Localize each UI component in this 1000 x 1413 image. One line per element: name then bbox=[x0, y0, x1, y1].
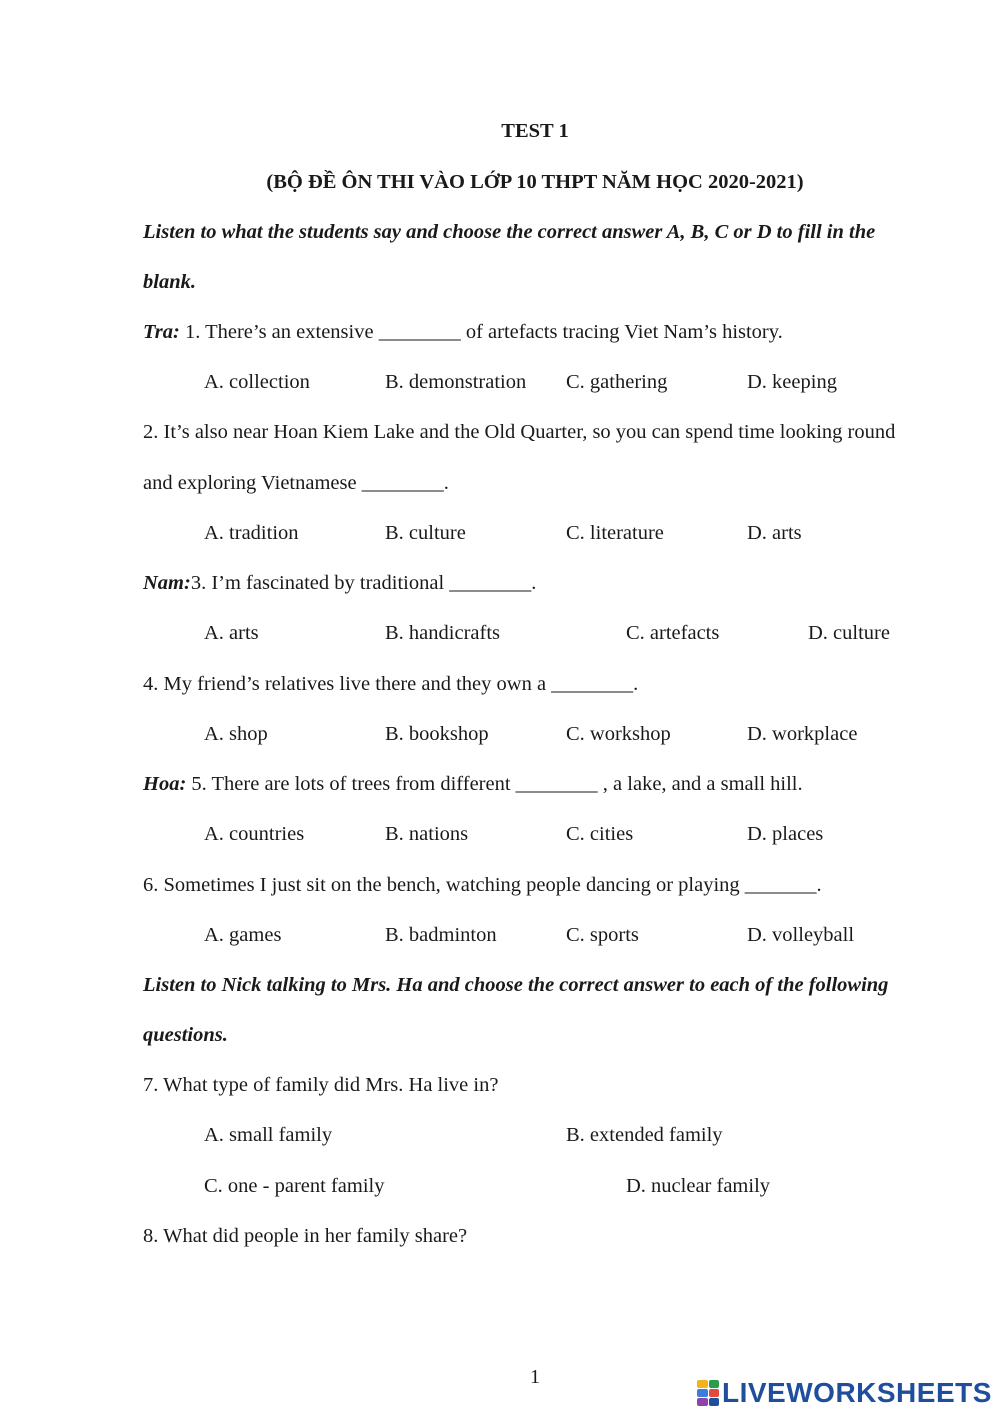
q4-option-b[interactable]: B. bookshop bbox=[385, 723, 489, 745]
q3-option-c[interactable]: C. artefacts bbox=[626, 622, 720, 644]
section2-instruction: Listen to Nick talking to Mrs. Ha and choose the correct answer to each of the following bbox=[143, 974, 889, 996]
q3-option-b[interactable]: B. handicrafts bbox=[385, 622, 500, 644]
question-3-text: 3. I’m fascinated by traditional ________. bbox=[190, 572, 537, 594]
q2-option-d[interactable]: D. arts bbox=[747, 522, 802, 544]
question-8: 8. What did people in her family share? bbox=[143, 1225, 468, 1247]
q1-option-a[interactable]: A. collection bbox=[204, 371, 310, 393]
q7-option-c[interactable]: C. one - parent family bbox=[204, 1175, 385, 1197]
q1-option-b[interactable]: B. demonstration bbox=[385, 371, 527, 393]
speaker-hoa: Hoa: bbox=[143, 773, 187, 795]
question-7: 7. What type of family did Mrs. Ha live in? bbox=[143, 1074, 499, 1096]
section1-instruction-cont: blank. bbox=[143, 271, 196, 293]
page-title: TEST 1 bbox=[501, 120, 569, 142]
liveworksheets-logo-icon bbox=[697, 1380, 719, 1406]
q5-option-d[interactable]: D. places bbox=[747, 823, 824, 845]
question-2-cont: and exploring Vietnamese ________. bbox=[143, 472, 449, 494]
q5-option-c[interactable]: C. cities bbox=[566, 823, 634, 845]
page-subtitle: (BỘ ĐỀ ÔN THI VÀO LỚP 10 THPT NĂM HỌC 2020-2021) bbox=[266, 171, 804, 193]
question-1 bbox=[143, 322, 783, 343]
q4-option-c[interactable]: C. workshop bbox=[566, 723, 671, 745]
section2-instruction-cont: questions. bbox=[143, 1024, 228, 1046]
q2-option-b[interactable]: B. culture bbox=[385, 522, 466, 544]
q2-option-a[interactable]: A. tradition bbox=[204, 522, 299, 544]
q5-option-a[interactable]: A. countries bbox=[204, 823, 305, 845]
q7-option-b[interactable]: B. extended family bbox=[566, 1124, 723, 1146]
liveworksheets-brand[interactable] bbox=[697, 1378, 992, 1408]
q7-option-a[interactable]: A. small family bbox=[204, 1124, 333, 1146]
speaker-nam: Nam: bbox=[143, 572, 191, 594]
question-1-text: 1. There’s an extensive ________ of artefacts tracing Viet Nam’s history. bbox=[179, 321, 783, 343]
q4-option-d[interactable]: D. workplace bbox=[747, 723, 858, 745]
question-5-text: 5. There are lots of trees from different ________ , a lake, and a small hill. bbox=[186, 773, 803, 795]
q2-option-c[interactable]: C. literature bbox=[566, 522, 664, 544]
q6-option-d[interactable]: D. volleyball bbox=[747, 924, 855, 946]
q3-option-a[interactable]: A. arts bbox=[204, 622, 259, 644]
q3-option-d[interactable]: D. culture bbox=[808, 622, 890, 644]
question-2: 2. It’s also near Hoan Kiem Lake and the Old Quarter, so you can spend time looking round bbox=[143, 421, 896, 443]
page-number: 1 bbox=[530, 1366, 540, 1388]
q6-option-c[interactable]: C. sports bbox=[566, 924, 639, 946]
speaker-tra: Tra: bbox=[143, 321, 180, 343]
question-5 bbox=[143, 774, 803, 795]
question-4: 4. My friend’s relatives live there and they own a ________. bbox=[143, 673, 639, 695]
q1-option-d[interactable]: D. keeping bbox=[747, 371, 837, 393]
q7-option-d[interactable]: D. nuclear family bbox=[626, 1175, 771, 1197]
q1-option-c[interactable]: C. gathering bbox=[566, 371, 668, 393]
question-6: 6. Sometimes I just sit on the bench, watching people dancing or playing _______. bbox=[143, 874, 822, 896]
q4-option-a[interactable]: A. shop bbox=[204, 723, 268, 745]
question-3 bbox=[143, 573, 536, 594]
q6-option-b[interactable]: B. badminton bbox=[385, 924, 497, 946]
q6-option-a[interactable]: A. games bbox=[204, 924, 282, 946]
section1-instruction: Listen to what the students say and choose the correct answer A, B, C or D to fill in the bbox=[143, 221, 876, 243]
q5-option-b[interactable]: B. nations bbox=[385, 823, 469, 845]
brand-name: LIVEWORKSHEETS bbox=[722, 1377, 992, 1408]
